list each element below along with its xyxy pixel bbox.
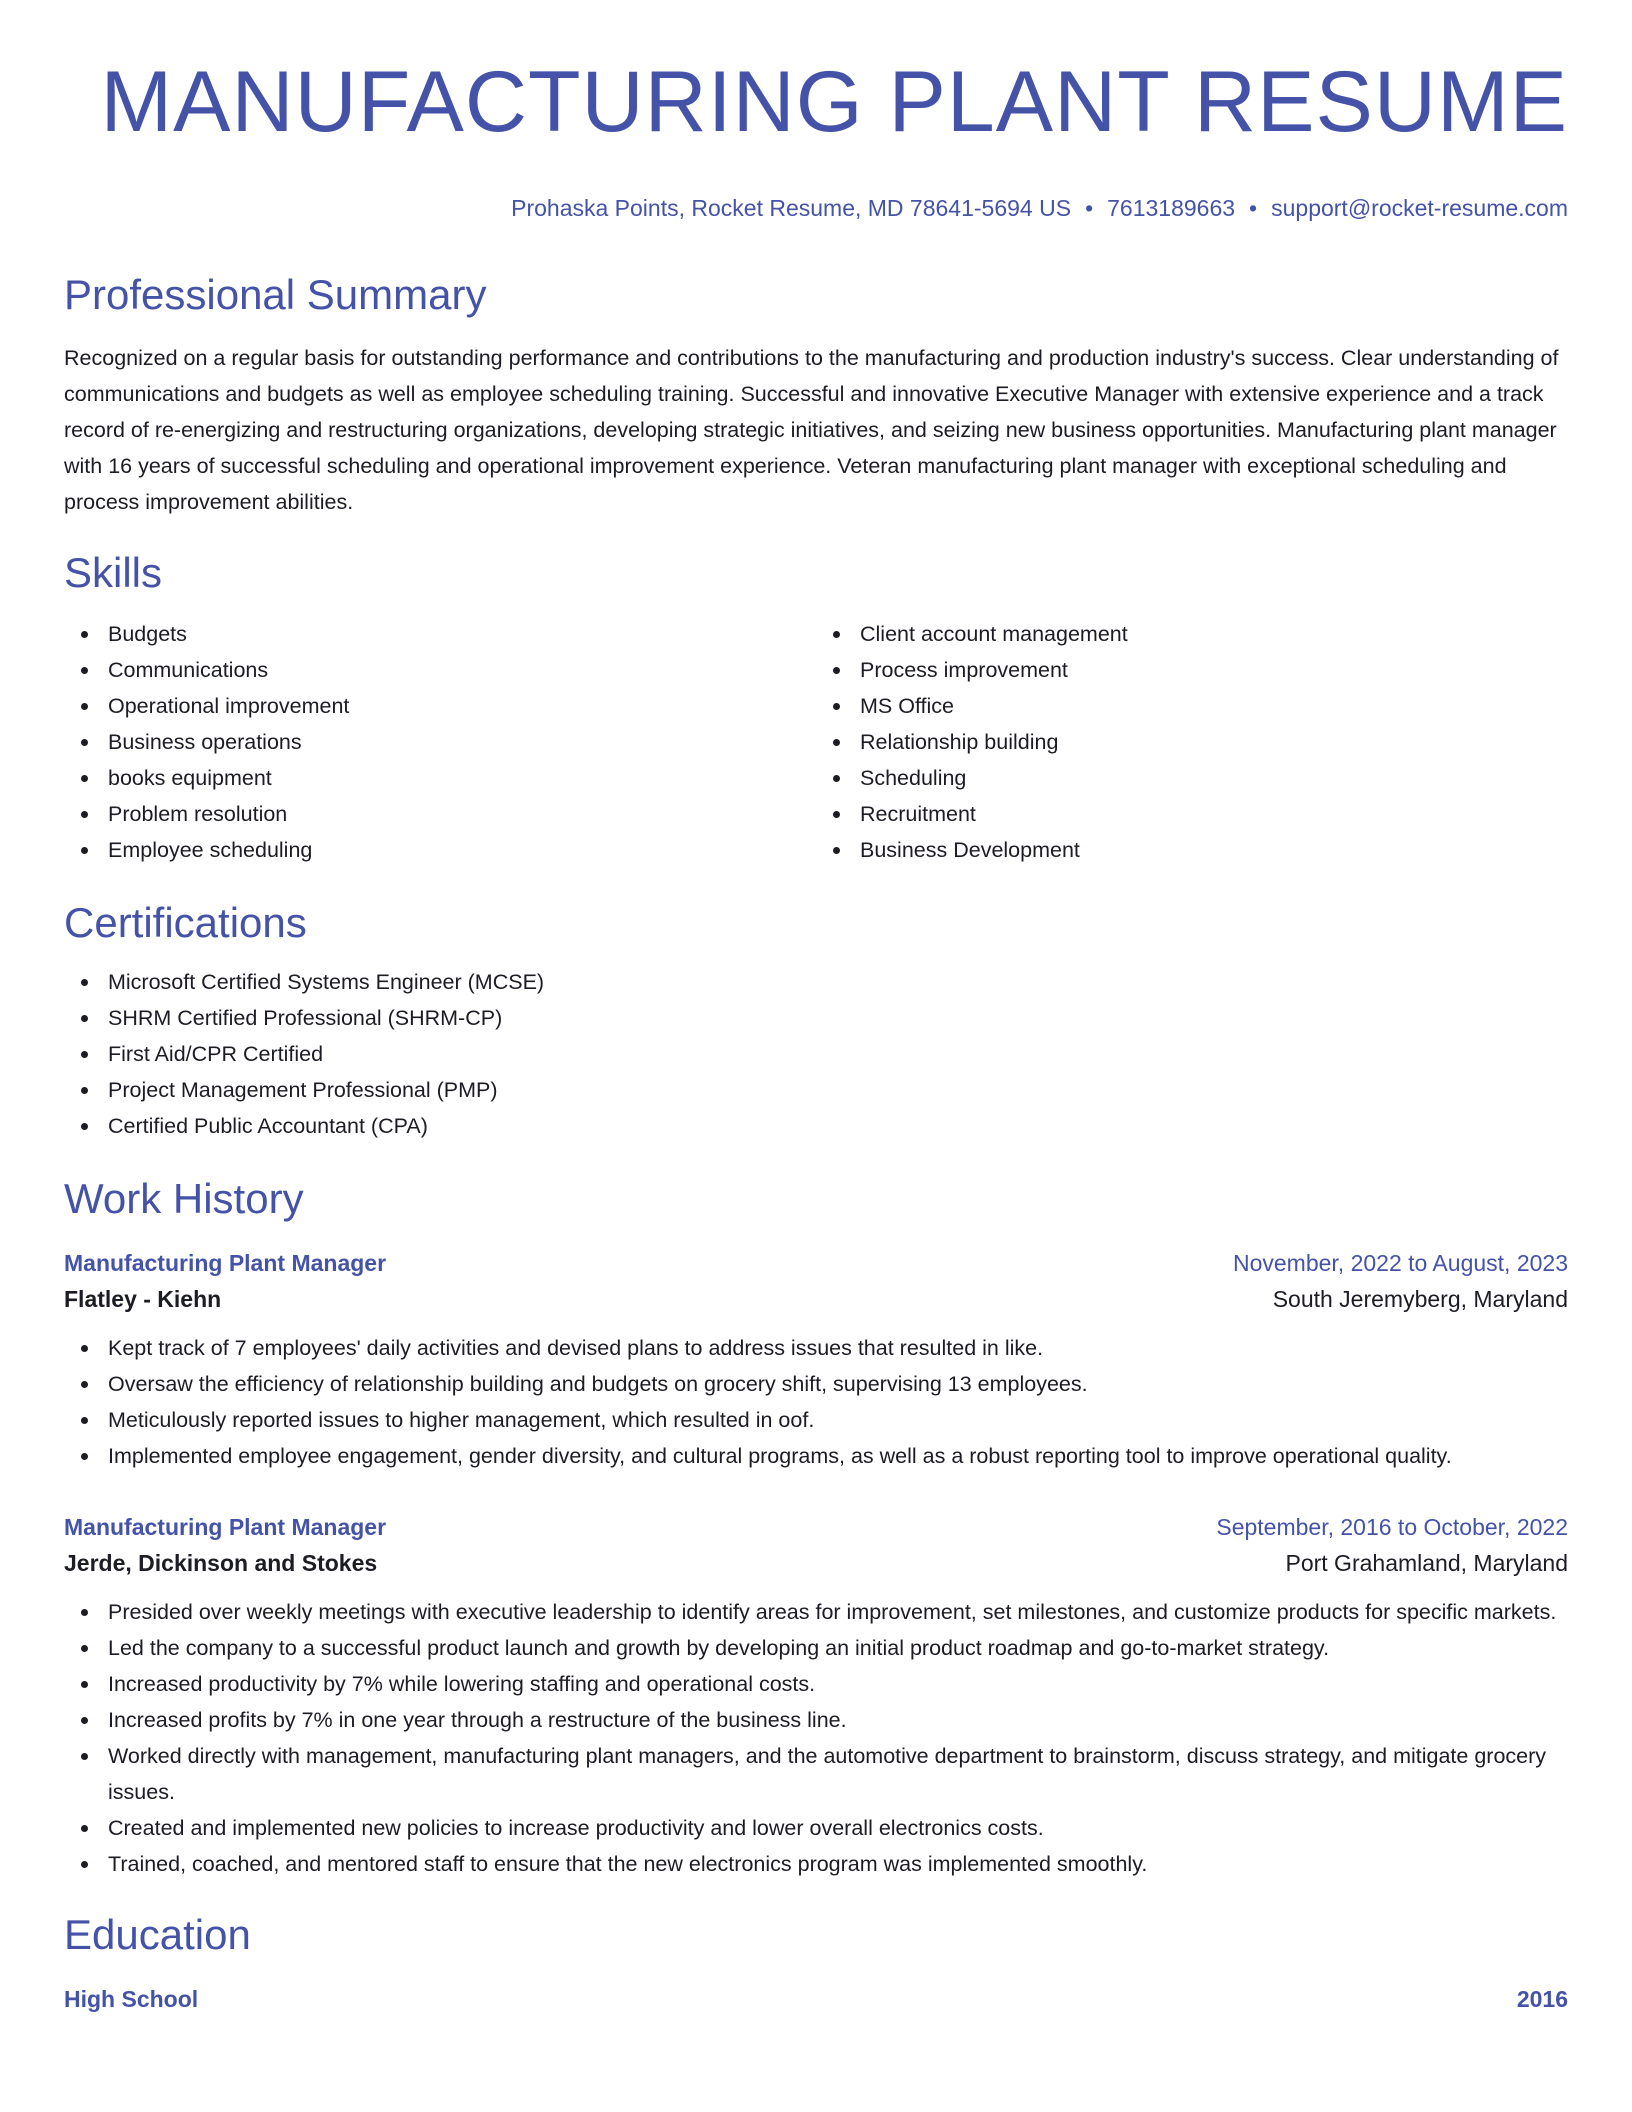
skill-item: Employee scheduling: [108, 832, 816, 868]
job-bullet: Meticulously reported issues to higher management, which resulted in oof.: [108, 1402, 1568, 1438]
skill-item: Recruitment: [860, 796, 1568, 832]
skill-item: Relationship building: [860, 724, 1568, 760]
skills-heading: Skills: [64, 549, 163, 596]
certification-item: Certified Public Accountant (CPA): [108, 1108, 1568, 1144]
job-company: Jerde, Dickinson and Stokes: [64, 1550, 378, 1576]
summary-text: Recognized on a regular basis for outstanding performance and contributions to the manufacturing and production industry's success. Clear understanding of communications and budgets as well as employee scheduling training. Successful and innovative Executive Manager with extensive experience and a track record of re-energizing and restructuring organizations, developing strategic initiatives, and seizing new business opportunities. Manufacturing plant manager with 16 years of successful scheduling and operational improvement experience. Veteran manufacturing plant manager with exceptional scheduling and process improvement abilities.: [64, 346, 1559, 514]
job-entry: [64, 1510, 1568, 1882]
job-bullet: Worked directly with management, manufacturing plant managers, and the automotive department to brainstorm, discuss strategy, and mitigate grocery issues.: [108, 1738, 1568, 1810]
contact-email[interactable]: support@rocket-resume.com: [1271, 195, 1568, 221]
skill-item: Communications: [108, 652, 816, 688]
job-bullets: [64, 1594, 1568, 1882]
skills-left-list: [64, 616, 816, 868]
job-bullet: Increased profits by 7% in one year through a restructure of the business line.: [108, 1702, 1568, 1738]
education-row: [64, 1982, 1568, 2016]
contact-separator: •: [1249, 195, 1258, 221]
job-title: Manufacturing Plant Manager: [64, 1250, 387, 1276]
contact-line: [64, 194, 1568, 222]
skill-item: MS Office: [860, 688, 1568, 724]
job-entry: [64, 1246, 1568, 1474]
job-title: Manufacturing Plant Manager: [64, 1514, 387, 1540]
contact-separator: •: [1085, 195, 1094, 221]
job-bullet: Increased productivity by 7% while lowering staffing and operational costs.: [108, 1666, 1568, 1702]
skills-right-list: [816, 616, 1568, 868]
certification-item: Project Management Professional (PMP): [108, 1072, 1568, 1108]
job-bullet: Created and implemented new policies to increase productivity and lower overall electronics costs.: [108, 1810, 1568, 1846]
education-year: 2016: [1516, 1986, 1568, 2012]
job-company-row: [64, 1280, 1568, 1318]
education-degree: High School: [64, 1986, 199, 2012]
certification-item: Microsoft Certified Systems Engineer (MCSE): [108, 964, 1568, 1000]
job-bullet: Implemented employee engagement, gender diversity, and cultural programs, as well as a robust reporting tool to improve operational quality.: [108, 1438, 1568, 1474]
job-company-row: [64, 1544, 1568, 1582]
job-bullet: Presided over weekly meetings with executive leadership to identify areas for improvement, set milestones, and customize products for specific markets.: [108, 1594, 1568, 1630]
education-heading: Education: [64, 1911, 251, 1958]
skill-item: Client account management: [860, 616, 1568, 652]
job-dates: September, 2016 to October, 2022: [1216, 1514, 1568, 1540]
skill-item: books equipment: [108, 760, 816, 796]
certification-item: First Aid/CPR Certified: [108, 1036, 1568, 1072]
job-bullet: Kept track of 7 employees' daily activities and devised plans to address issues that resulted in like.: [108, 1330, 1568, 1366]
skill-item: Process improvement: [860, 652, 1568, 688]
certifications-list: [64, 964, 1568, 1144]
certifications-heading: Certifications: [64, 899, 307, 946]
summary-heading: Professional Summary: [64, 271, 487, 318]
skill-item: Business Development: [860, 832, 1568, 868]
job-bullets: [64, 1330, 1568, 1474]
skills-grid: [64, 616, 1568, 868]
job-bullet: Led the company to a successful product launch and growth by developing an initial product roadmap and go-to-market strategy.: [108, 1630, 1568, 1666]
skill-item: Problem resolution: [108, 796, 816, 832]
job-header-row: [64, 1246, 1568, 1280]
job-bullet: Trained, coached, and mentored staff to ensure that the new electronics program was implemented smoothly.: [108, 1846, 1568, 1882]
resume-page: [64, 52, 1568, 2016]
work-history-heading: Work History: [64, 1175, 304, 1222]
resume-name: MANUFACTURING PLANT RESUME: [100, 54, 1568, 150]
job-dates: November, 2022 to August, 2023: [1232, 1250, 1568, 1276]
contact-address: Prohaska Points, Rocket Resume, MD 78641-5694 US: [511, 195, 1072, 221]
job-header-row: [64, 1510, 1568, 1544]
job-location: South Jeremyberg, Maryland: [1272, 1286, 1568, 1312]
skill-item: Scheduling: [860, 760, 1568, 796]
skill-item: Budgets: [108, 616, 816, 652]
skill-item: Operational improvement: [108, 688, 816, 724]
job-bullet: Oversaw the efficiency of relationship building and budgets on grocery shift, supervising 13 employees.: [108, 1366, 1568, 1402]
skill-item: Business operations: [108, 724, 816, 760]
contact-phone: 7613189663: [1107, 195, 1236, 221]
job-location: Port Grahamland, Maryland: [1285, 1550, 1568, 1576]
certification-item: SHRM Certified Professional (SHRM-CP): [108, 1000, 1568, 1036]
job-company: Flatley - Kiehn: [64, 1286, 222, 1312]
